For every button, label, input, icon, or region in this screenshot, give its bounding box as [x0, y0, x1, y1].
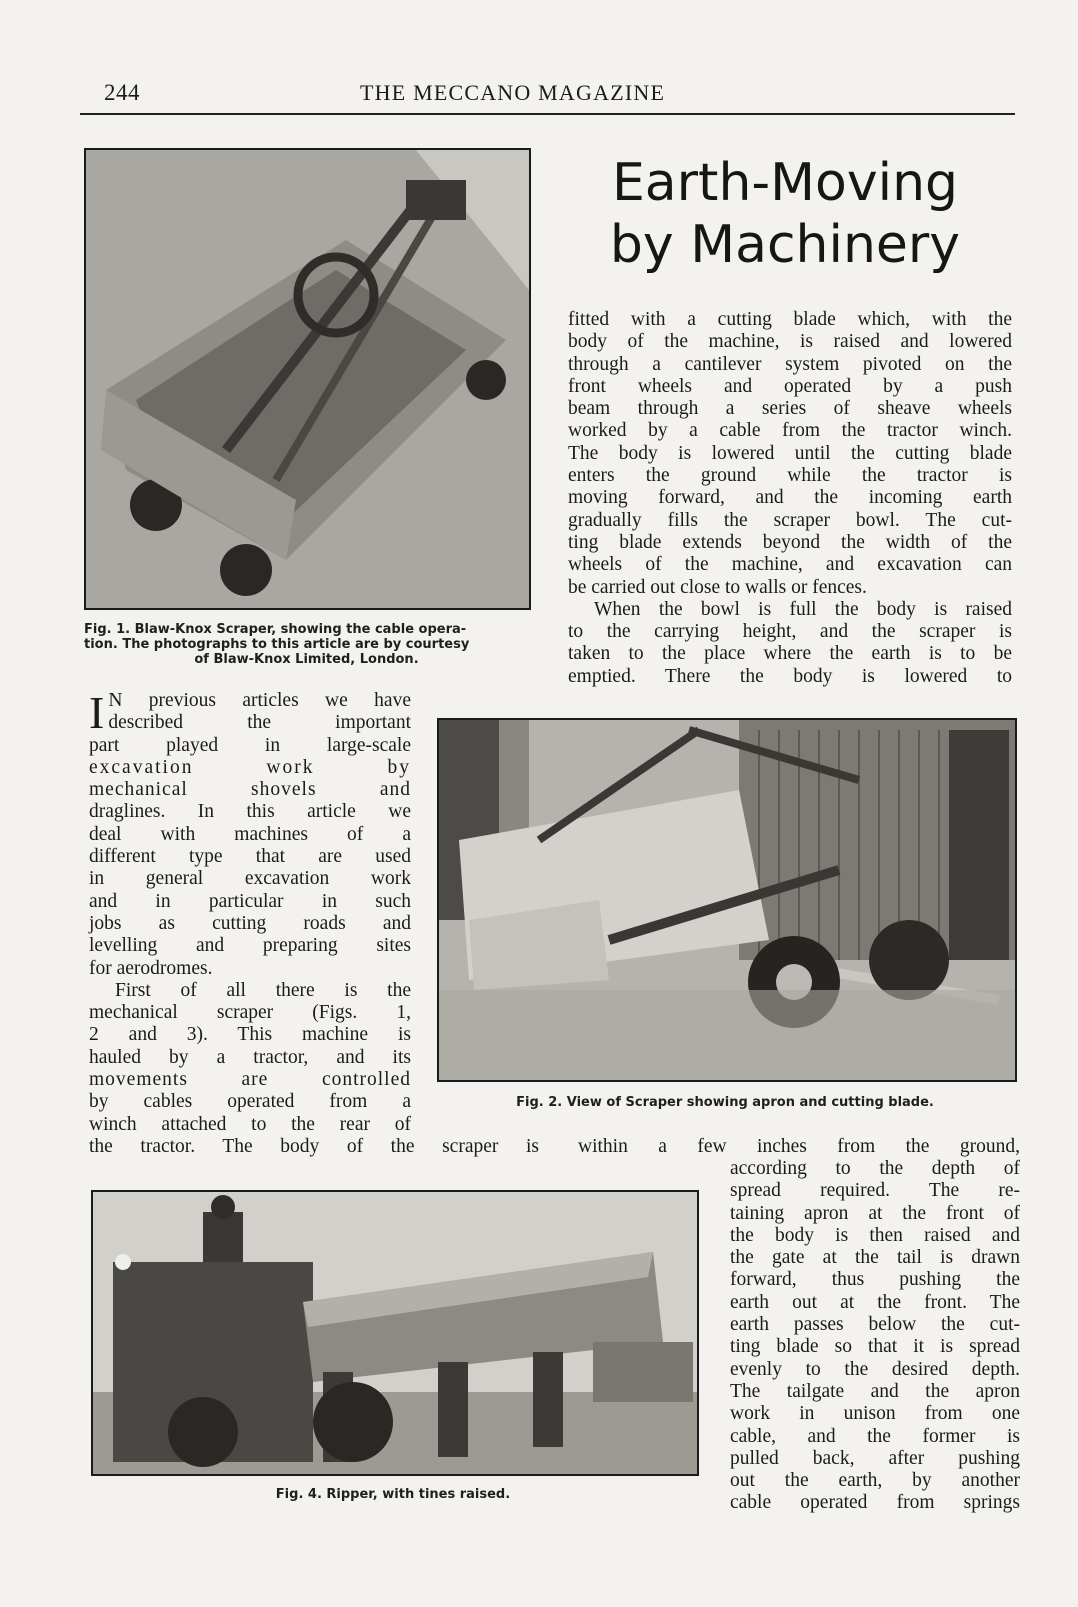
text-line: in general excavation work: [89, 868, 411, 890]
fig1-caption: [84, 622, 529, 667]
text-line: deal with machines of a: [89, 823, 411, 845]
left-column-spanning-line: [89, 1136, 539, 1158]
text-line: mechanical shovels and: [89, 779, 411, 801]
text-line: the gate at the tail is drawn: [730, 1247, 1020, 1269]
text-line: forward, thus pushing the: [730, 1269, 1020, 1291]
text-line: earth passes below the cut-: [730, 1314, 1020, 1336]
text-line: movements are controlled: [89, 1069, 411, 1091]
text-line: 2 and 3). This machine is: [89, 1024, 411, 1046]
text-line: be carried out close to walls or fences.: [568, 576, 867, 598]
text-line: gradually fills the scraper bowl. The cut-: [568, 509, 1012, 531]
article-title-line-1: Earth-Moving: [611, 153, 959, 213]
article-title: [585, 152, 985, 276]
text-line: beam through a series of sheave wheels: [568, 398, 1012, 420]
text-line: taken to the place where the earth is to be: [568, 643, 1012, 665]
text-line: for aerodromes.: [89, 957, 213, 979]
text-line: and in particular in such: [89, 890, 411, 912]
fig2-caption: Fig. 2. View of Scraper showing apron and cutting blade.: [516, 1095, 934, 1110]
text-line: jobs as cutting roads and: [89, 912, 411, 934]
article-title-line-2: by Machinery: [609, 215, 961, 275]
running-title: THE MECCANO MAGAZINE: [360, 80, 666, 105]
text-line: taining apron at the front of: [730, 1202, 1020, 1224]
text-line: out the earth, by another: [730, 1470, 1020, 1492]
text-line: ting blade so that it is spread: [730, 1336, 1020, 1358]
text-line: The body is lowered until the cutting blade: [568, 442, 1012, 464]
text-line: moving forward, and the incoming earth: [568, 487, 1012, 509]
fig2-photo: [437, 718, 1017, 1082]
text-line: different type that are used: [89, 846, 411, 868]
text-line: work in unison from one: [730, 1403, 1020, 1425]
text-line: excavation work by: [89, 756, 411, 778]
text-line: First of all there is the: [115, 979, 411, 1001]
middle-continuation-line: [578, 1136, 1020, 1158]
text-line: part played in large-scale: [89, 734, 411, 756]
text-line: hauled by a tractor, and its: [89, 1046, 411, 1068]
text-line: enters the ground while the tractor is: [568, 465, 1012, 487]
text-line: cable operated from springs: [730, 1492, 1020, 1514]
text-line: worked by a cable from the tractor winch.: [568, 420, 1012, 442]
page-number: 244: [104, 80, 140, 105]
text-line: the tractor. The body of the scraper is: [89, 1136, 539, 1157]
text-line: according to the depth of: [730, 1158, 1020, 1179]
text-line: fitted with a cutting blade which, with the: [568, 309, 1012, 330]
fig4-photo: [91, 1190, 699, 1476]
text-line: described the important: [108, 712, 411, 734]
fig1-caption-line: of Blaw-Knox Limited, London.: [194, 652, 419, 667]
text-line: When the bowl is full the body is raised: [594, 598, 1012, 620]
text-line: cable, and the former is: [730, 1425, 1020, 1447]
text-line: winch attached to the rear of: [89, 1113, 411, 1135]
text-line: ting blade extends beyond the width of the: [568, 531, 1012, 553]
text-line: front wheels and operated by a push: [568, 375, 1012, 397]
fig1-caption-line: tion. The photographs to this article are by courtesy: [84, 637, 470, 652]
text-line: emptied. There the body is lowered to: [568, 665, 1012, 687]
text-line: levelling and preparing sites: [89, 935, 411, 957]
fig4-caption: Fig. 4. Ripper, with tines raised.: [275, 1487, 511, 1502]
text-line: to the carrying height, and the scraper is: [568, 621, 1012, 643]
text-line: mechanical scraper (Figs. 1,: [89, 1002, 411, 1024]
fig1-photo: [84, 148, 531, 610]
text-line: within a few inches from the ground,: [578, 1136, 1020, 1157]
text-line: the body is then raised and: [730, 1224, 1020, 1246]
text-line: earth out at the front. The: [730, 1291, 1020, 1313]
text-line: through a cantilever system pivoted on the: [568, 353, 1012, 375]
text-line: body of the machine, is raised and lowered: [568, 331, 1012, 353]
drop-cap: I: [89, 687, 105, 738]
text-line: draglines. In this article we: [89, 801, 411, 823]
text-line: N previous articles we have: [108, 690, 411, 711]
text-line: evenly to the desired depth.: [730, 1358, 1020, 1380]
header-rule: [80, 113, 1015, 115]
right-column-bottom-text: [730, 1158, 1020, 1515]
text-line: by cables operated from a: [89, 1091, 411, 1113]
fig1-caption-line: Fig. 1. Blaw-Knox Scraper, showing the cable opera-: [84, 622, 467, 637]
left-column-text: [89, 687, 411, 1136]
right-column-top-text: [568, 309, 1012, 688]
text-line: wheels of the machine, and excavation can: [568, 554, 1012, 576]
text-line: spread required. The re-: [730, 1180, 1020, 1202]
text-line: The tailgate and the apron: [730, 1380, 1020, 1402]
text-line: pulled back, after pushing: [730, 1447, 1020, 1469]
